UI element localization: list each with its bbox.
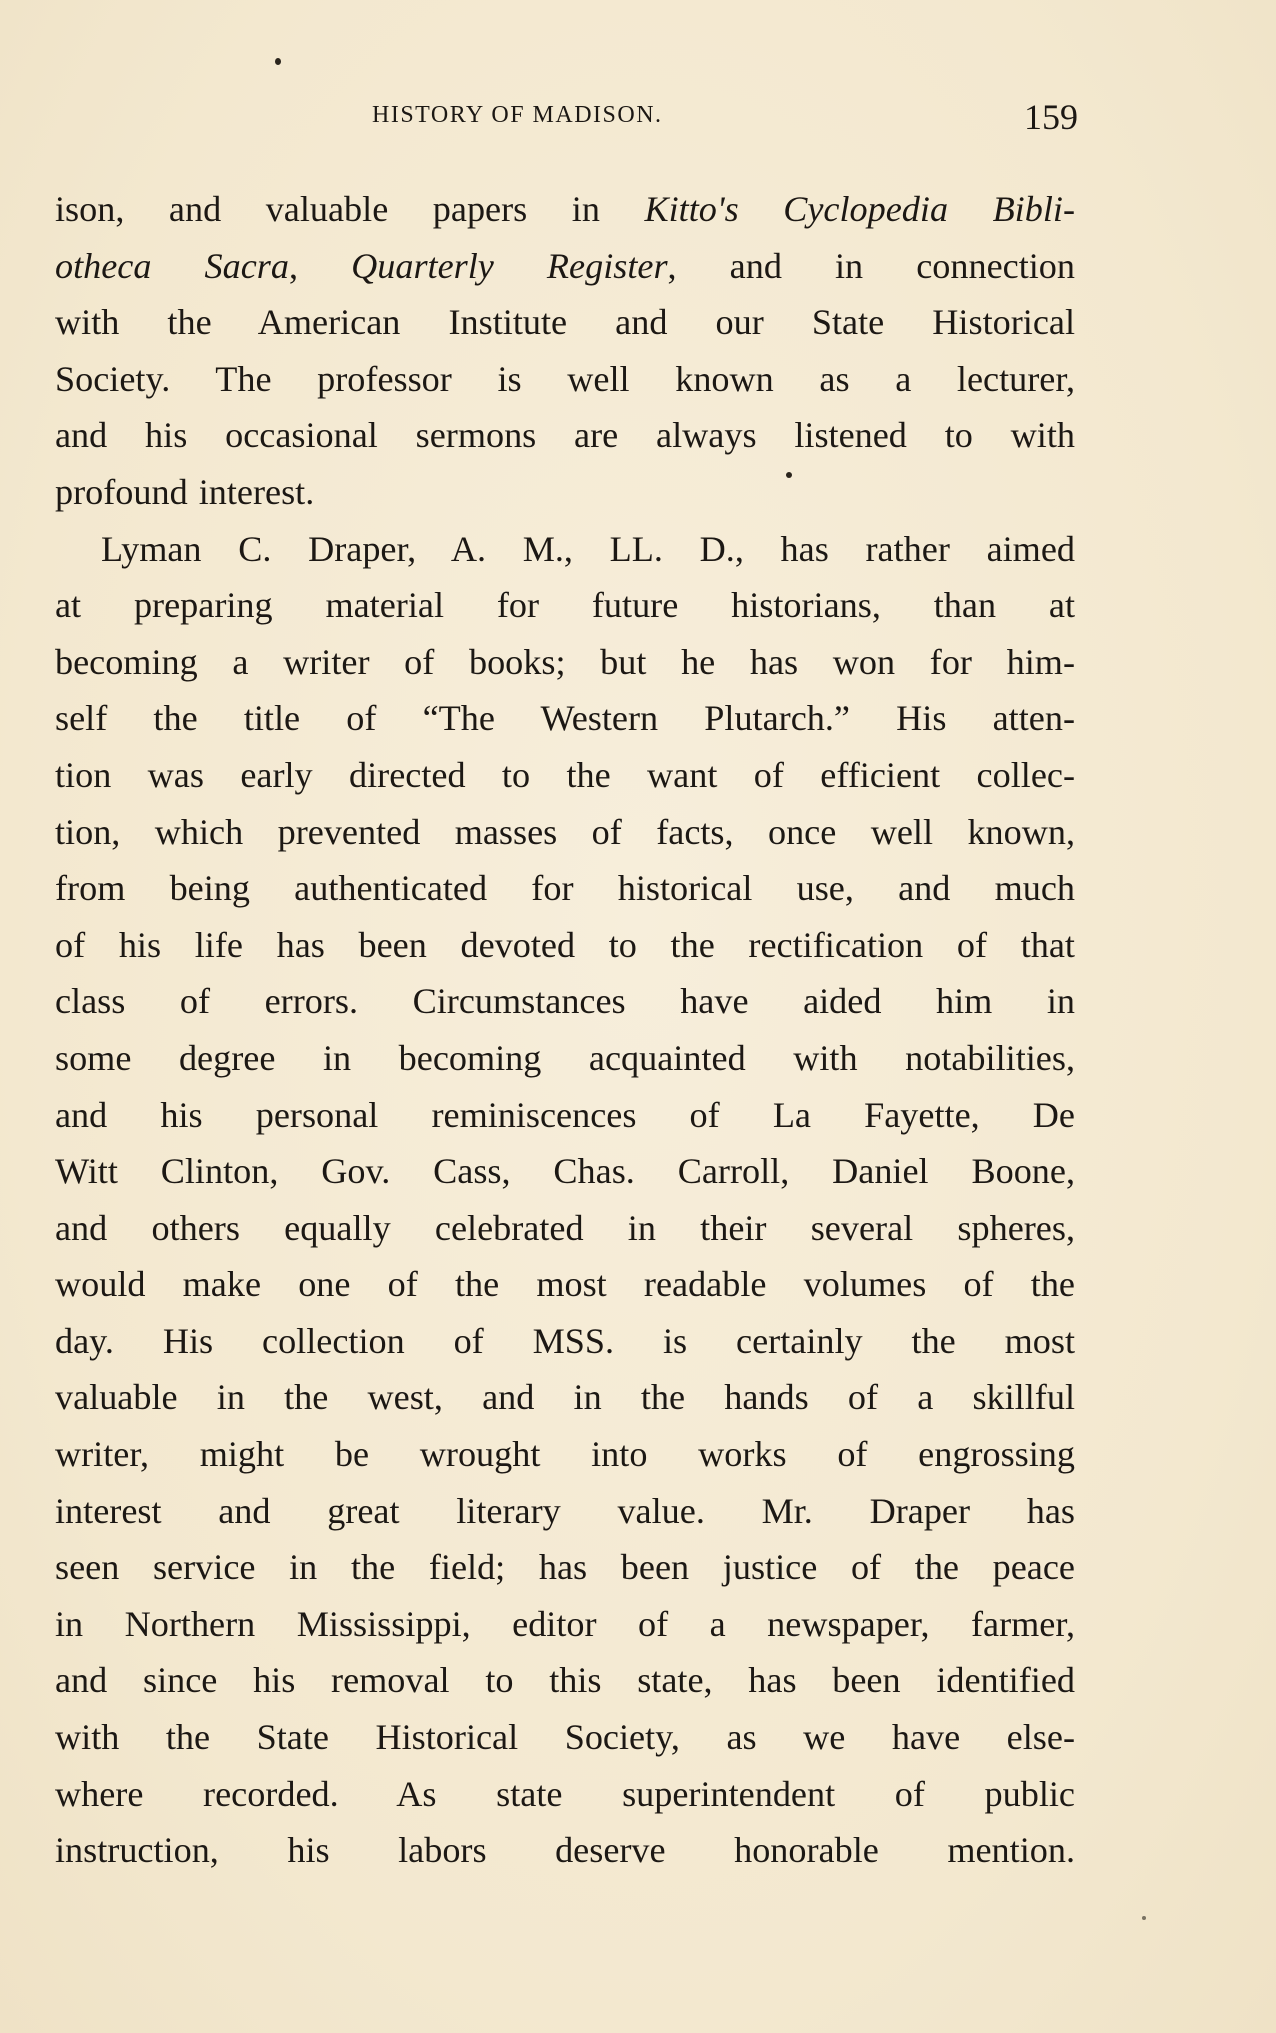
paragraph-end-line: profound interest. bbox=[55, 471, 315, 512]
ink-speck bbox=[1142, 1916, 1146, 1920]
text-line: interest and great literary value. Mr. Draper has bbox=[55, 1490, 1075, 1531]
text-line: becoming a writer of books; but he has won for him- bbox=[55, 641, 1075, 682]
body-text bbox=[55, 181, 1075, 1879]
text-line: from being authenticated for historical use, and much bbox=[55, 868, 1075, 909]
text-line: day. His collection of MSS. is certainly the most bbox=[55, 1320, 1075, 1361]
italic-title: otheca Sacra bbox=[55, 245, 289, 286]
text-line: tion, which prevented masses of facts, once well known, bbox=[55, 811, 1075, 852]
text-line: valuable in the west, and in the hands of a skillful bbox=[55, 1377, 1075, 1418]
text-line: seen service in the field; has been justice of the peace bbox=[55, 1547, 1075, 1588]
text-line: and his personal reminiscences of La Fayette, De bbox=[55, 1094, 1075, 1135]
text-line: of his life has been devoted to the rectification of that bbox=[55, 924, 1075, 965]
italic-title: Quarterly Register bbox=[351, 245, 668, 286]
text-line bbox=[55, 238, 1075, 295]
text-line: class of errors. Circumstances have aided him in bbox=[55, 981, 1075, 1022]
text-fragment: , and in connection bbox=[667, 245, 1075, 286]
text-line: some degree in becoming acquainted with notabilities, bbox=[55, 1037, 1075, 1078]
text-line: self the title of “The Western Plutarch.” His atten- bbox=[55, 698, 1075, 739]
paragraph-start-line: Lyman C. Draper, A. M., LL. D., has rather aimed bbox=[101, 528, 1075, 569]
text-line: with the State Historical Society, as we have else- bbox=[55, 1717, 1075, 1758]
text-line: tion was early directed to the want of efficient collec- bbox=[55, 754, 1075, 795]
text-line: Society. The professor is well known as a lecturer, bbox=[55, 358, 1075, 399]
text-line: instruction, his labors deserve honorable mention. bbox=[55, 1830, 1075, 1871]
text-line: and his occasional sermons are always listened to with bbox=[55, 415, 1075, 456]
text-line: in Northern Mississippi, editor of a newspaper, farmer, bbox=[55, 1603, 1075, 1644]
text-line: would make one of the most readable volumes of the bbox=[55, 1264, 1075, 1305]
text-line: with the American Institute and our State Historical bbox=[55, 302, 1075, 343]
text-line: Witt Clinton, Gov. Cass, Chas. Carroll, Daniel Boone, bbox=[55, 1151, 1075, 1192]
text-line: where recorded. As state superintendent of public bbox=[55, 1773, 1075, 1814]
italic-title: Kitto's Cyclopedia Bibli- bbox=[644, 189, 1075, 229]
page-header bbox=[58, 98, 1078, 138]
ink-speck bbox=[275, 58, 281, 65]
text-fragment: , bbox=[288, 245, 352, 286]
running-title: HISTORY OF MADISON. bbox=[372, 102, 663, 128]
text-line: writer, might be wrought into works of engrossing bbox=[55, 1434, 1075, 1475]
page-number: 159 bbox=[1024, 97, 1078, 137]
text-line: and others equally celebrated in their several spheres, bbox=[55, 1207, 1075, 1248]
text-line: and since his removal to this state, has been identified bbox=[55, 1660, 1075, 1701]
text-fragment: ison, and valuable papers in bbox=[55, 189, 645, 229]
text-line: at preparing material for future historians, than at bbox=[55, 585, 1075, 626]
text-line bbox=[55, 181, 1075, 238]
